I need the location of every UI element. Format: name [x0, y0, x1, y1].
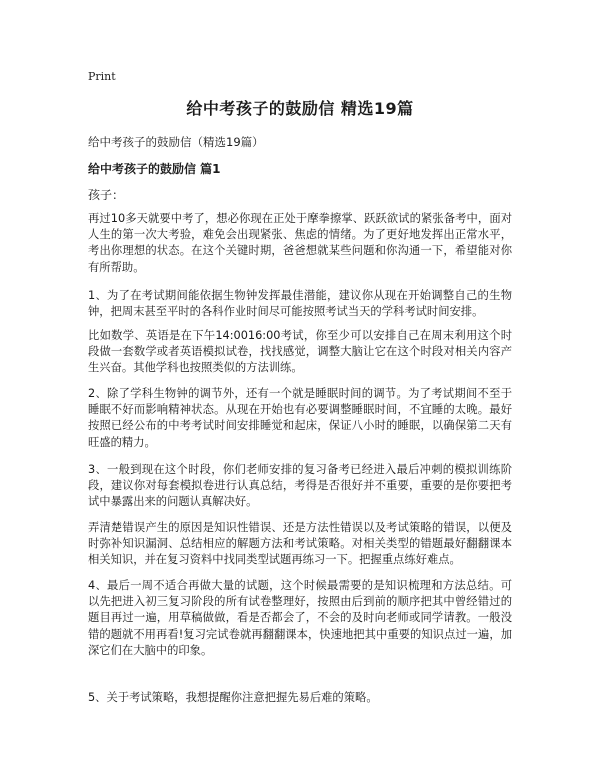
paragraph-point-3-detail: 弄清楚错误产生的原因是知识性错误、还是方法性错误以及考试策略的错误，以便及时弥补知识漏洞、总结相应的解题方法和考试策略。对相关类型的错题最好翻翻课本相关知识，并在复习资料中找同类型试题再练习一下。把握重点练好难点。 [88, 521, 512, 567]
paragraph-point-1-example: 比如数学、英语是在下午14:0016:00考试，你至少可以安排自己在周末利用这个时段做一套数学或者英语模拟试卷，找找感觉，调整大脑让它在这个时段对相关内容产生兴奋。其他学科也按照类似的方法训练。 [88, 329, 512, 375]
paragraph-intro: 再过10多天就要中考了，想必你现在正处于摩拳擦掌、跃跃欲试的紧张备考中，面对人生的第一次大考验，难免会出现紧张、焦虑的情绪。为了更好地发挥出正常水平，考出你理想的状态。在这个关键时期，爸爸想就某些问题和你沟通一下，希望能对你有所帮助。 [88, 212, 512, 274]
letter-greeting: 孩子： [88, 188, 125, 202]
paragraph-point-5: 5、关于考试策略，我想提醒你注意把握先易后难的策略。 [88, 691, 378, 704]
paragraph-point-3: 3、一般到现在这个时段，你们老师安排的复习备考已经进入最后冲刺的模拟训练阶段，建议你对每套模拟卷进行认真总结，考得是否很好并不重要，重要的是你要把考试中暴露出来的问题认真解决好。 [88, 463, 512, 509]
section-title: 给中考孩子的鼓励信 篇1 [88, 162, 221, 176]
document-title: 给中考孩子的鼓励信 精选19篇 [186, 99, 414, 118]
paragraph-point-2: 2、除了学科生物钟的调节外，还有一个就是睡眠时间的调节。为了考试期间不至于睡眠不好而影响精神状态。从现在开始也有必要调整睡眠时间，不宜睡的太晚。最好按照已经公布的中考考试时间安排睡觉和起床，保证八小时的睡眠，以确保第二天有旺盛的精力。 [88, 387, 512, 449]
paragraph-point-4: 4、最后一周不适合再做大量的试题，这个时候最需要的是知识梳理和方法总结。可以先把进入初三复习阶段的所有试卷整理好，按照由后到前的顺序把其中曾经错过的题目再过一遍，用草稿做做，看是否都会了，不会的及时向老师或同学请教。一般没错的题就不用再看!复习完试卷就再翻翻课本，快速地把其中重要的知识点过一遍，加深它们在大脑中的印象。 [88, 579, 512, 657]
paragraph-point-1: 1、为了在考试期间能依据生物钟发挥最佳潜能，建议你从现在开始调整自己的生物钟，把周末甚至平时的各科作业时间尽可能按照考试当天的学科考试时间安排。 [88, 289, 512, 319]
document-subtitle: 给中考孩子的鼓励信（精选19篇） [88, 135, 264, 149]
print-label[interactable]: Print [88, 70, 116, 83]
